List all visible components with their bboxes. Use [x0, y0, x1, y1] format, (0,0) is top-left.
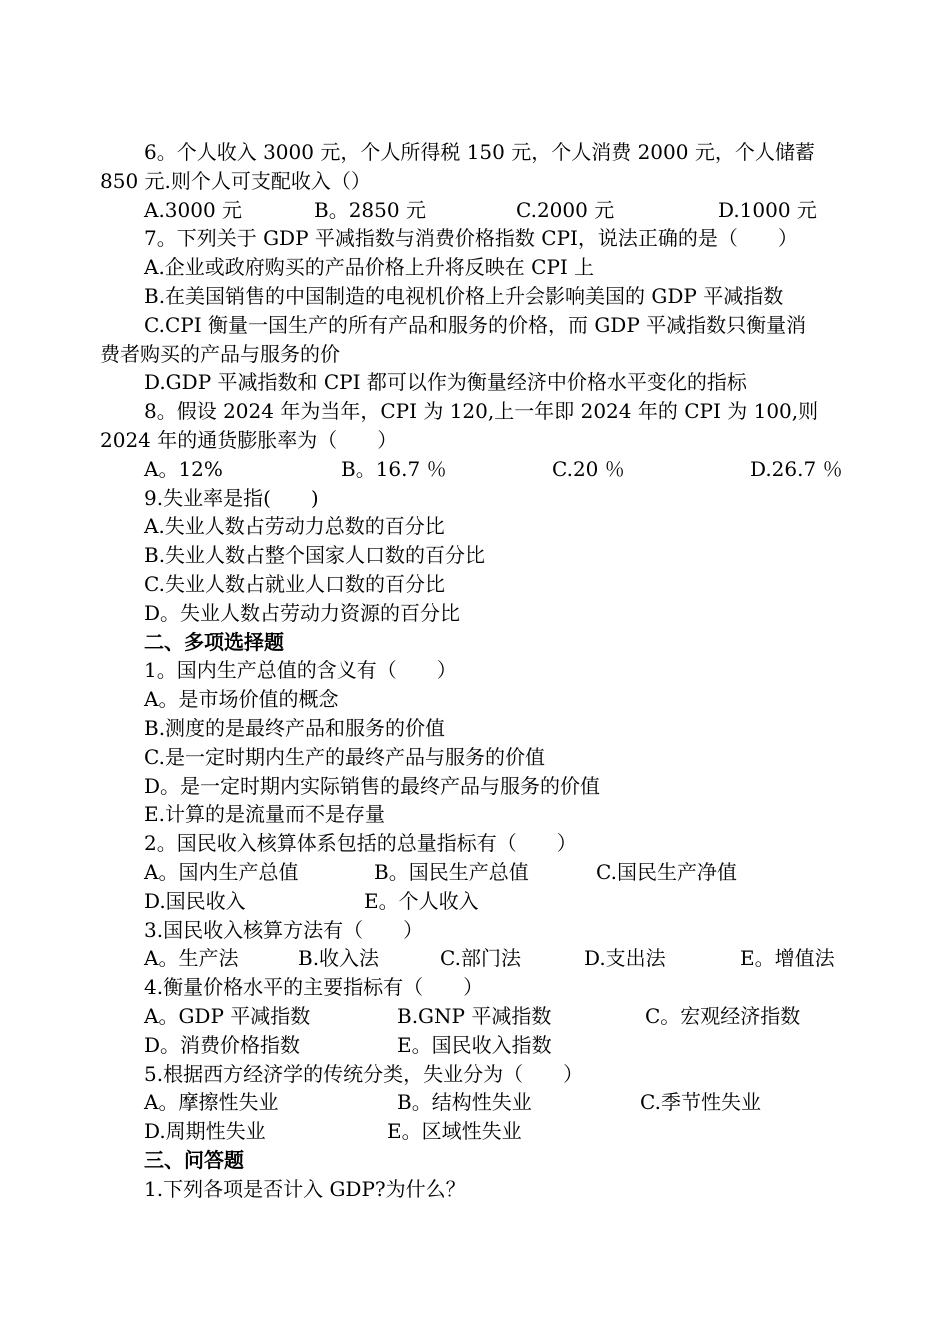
option-d: D.1000 元 [718, 197, 817, 222]
option-c: C.部门法 [440, 946, 521, 971]
option-c: C.季节性失业 [640, 1090, 761, 1115]
option-c: C.国民生产净值 [596, 859, 737, 884]
question-7-option-b: B.在美国销售的中国制造的电视机价格上升会影响美国的 GDP 平减指数 [144, 283, 784, 308]
option-a: A.3000 元 [144, 197, 243, 222]
option-d: D.支出法 [584, 946, 666, 971]
option-b: B.GNP 平减指数 [397, 1003, 552, 1028]
mc-question-1-option-c: C.是一定时期内生产的最终产品与服务的价值 [144, 744, 545, 769]
option-c: C。宏观经济指数 [645, 1003, 801, 1028]
question-9-option-d: D。失业人数占劳动力资源的百分比 [144, 600, 461, 625]
option-d: D。消费价格指数 [144, 1032, 301, 1057]
question-7-option-c-line-1: C.CPI 衡量一国生产的所有产品和服务的价格，而 GDP 平减指数只衡量消 [144, 312, 807, 337]
question-7-stem: 7。下列关于 GDP 平减指数与消费价格指数 CPI，说法正确的是（ ） [144, 226, 798, 251]
mc-question-1-stem: 1。国内生产总值的含义有（ ） [144, 658, 457, 683]
mc-question-2-options-row-1 [100, 858, 855, 887]
option-b: B。2850 元 [314, 197, 426, 222]
question-9-stem: 9.失业率是指( ) [144, 485, 319, 510]
question-6-line-2: 850 元.则个人可支配收入（） [100, 168, 371, 193]
mc-question-4-options-row-1 [100, 1002, 855, 1031]
question-6-line-1: 6。个人收入 3000 元，个人所得税 150 元，个人消费 2000 元，个人储蓄 [144, 140, 815, 164]
option-e: E。国民收入指数 [397, 1032, 552, 1057]
mc-question-2-stem: 2。国民收入核算体系包括的总量指标有（ ） [144, 831, 577, 856]
option-c: C.20 ％ [552, 456, 625, 481]
question-9-option-b: B.失业人数占整个国家人口数的百分比 [144, 543, 486, 568]
option-e: E。区域性失业 [387, 1119, 522, 1144]
question-7-option-c-line-2: 费者购买的产品与服务的价 [100, 341, 340, 366]
option-e: E。增值法 [740, 946, 835, 971]
question-7-option-d: D.GDP 平减指数和 CPI 都可以作为衡量经济中价格水平变化的指标 [144, 370, 747, 395]
question-9-option-c: C.失业人数占就业人口数的百分比 [144, 571, 445, 596]
option-b: B。16.7 ％ [341, 456, 447, 481]
question-7-option-a: A.企业或政府购买的产品价格上升将反映在 CPI 上 [144, 255, 595, 280]
mc-question-3-options [100, 944, 855, 973]
mc-question-5-stem: 5.根据西方经济学的传统分类，失业分为（ ） [144, 1061, 584, 1086]
question-6-options [100, 196, 855, 225]
option-a: A。GDP 平减指数 [144, 1003, 311, 1028]
option-c: C.2000 元 [516, 197, 615, 222]
question-8-line-2: 2024 年的通货膨胀率为（ ） [100, 427, 398, 452]
option-a: A。12% [144, 456, 223, 481]
mc-question-2-options-row-2 [100, 887, 855, 916]
option-e: E。个人收入 [364, 888, 479, 913]
mc-question-1-option-d: D。是一定时期内实际销售的最终产品与服务的价值 [144, 773, 601, 798]
document-page [100, 138, 855, 1203]
option-a: A。国内生产总值 [144, 859, 299, 884]
option-d: D.国民收入 [144, 888, 246, 913]
option-a: A。生产法 [144, 946, 239, 971]
question-8-options [100, 455, 855, 484]
mc-question-1-option-e: E.计算的是流量而不是存量 [144, 802, 385, 827]
question-9-option-a: A.失业人数占劳动力总数的百分比 [144, 514, 445, 539]
mc-question-1-option-a: A。是市场价值的概念 [144, 687, 339, 712]
option-d: D.26.7 ％ [750, 456, 843, 481]
question-8-line-1: 8。假设 2024 年为当年，CPI 为 120,上一年即 2024 年的 CPI 为 100,则 [144, 399, 819, 424]
section-3-heading: 三、问答题 [144, 1147, 244, 1172]
mc-question-4-options-row-2 [100, 1031, 855, 1060]
mc-question-5-options-row-1 [100, 1088, 855, 1117]
section-2-heading: 二、多项选择题 [144, 629, 284, 654]
option-b: B。结构性失业 [397, 1090, 532, 1115]
mc-question-3-stem: 3.国民收入核算方法有（ ） [144, 917, 424, 942]
mc-question-4-stem: 4.衡量价格水平的主要指标有（ ） [144, 975, 484, 1000]
option-b: B。国民生产总值 [374, 859, 529, 884]
option-b: B.收入法 [298, 946, 380, 971]
essay-question-1: 1.下列各项是否计入 GDP?为什么？ [144, 1176, 466, 1201]
mc-question-1-option-b: B.测度的是最终产品和服务的价值 [144, 715, 446, 740]
option-a: A。摩擦性失业 [144, 1090, 279, 1115]
mc-question-5-options-row-2 [100, 1117, 855, 1146]
option-d: D.周期性失业 [144, 1119, 266, 1144]
